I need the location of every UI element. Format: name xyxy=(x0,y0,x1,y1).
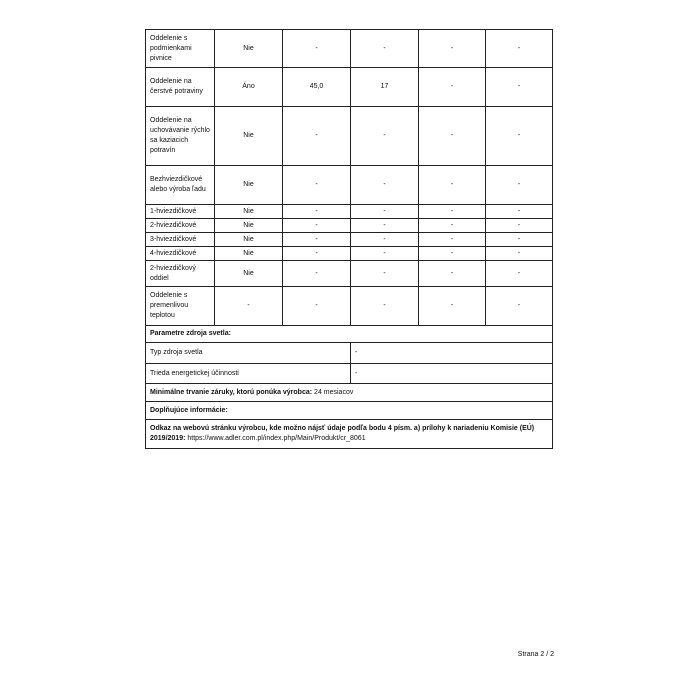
table-row xyxy=(146,205,553,219)
compartment-label: Oddelenie na uchovávanie rýchlo sa kaziacich potravín xyxy=(146,107,215,166)
compartment-value: - xyxy=(351,219,419,233)
compartment-value: - xyxy=(486,166,553,205)
compartment-present: Nie xyxy=(215,205,283,219)
table-row xyxy=(146,287,553,326)
compartment-present: Nie xyxy=(215,261,283,287)
light-type-value: - xyxy=(351,343,553,364)
compartment-present: Nie xyxy=(215,107,283,166)
page-number: Strana 2 / 2 xyxy=(517,651,554,658)
table-row xyxy=(146,261,553,287)
additional-info-row xyxy=(146,402,553,420)
compartment-label: 2-hviezdičkový oddiel xyxy=(146,261,215,287)
compartment-value: - xyxy=(419,287,486,326)
compartment-value: - xyxy=(283,247,351,261)
compartment-value: - xyxy=(283,205,351,219)
compartment-value: - xyxy=(351,287,419,326)
table-row xyxy=(146,233,553,247)
table-row xyxy=(146,107,553,166)
compartment-value: - xyxy=(486,247,553,261)
compartment-present: Nie xyxy=(215,247,283,261)
energy-class-label: Trieda energetickej účinnosti xyxy=(146,364,351,384)
compartment-label: Bezhviezdičkové alebo výroba ľadu xyxy=(146,166,215,205)
compartment-value: - xyxy=(419,30,486,68)
additional-info-label: Doplňujúce informácie: xyxy=(146,402,553,420)
manufacturer-link-label: Odkaz na webovú stránku výrobcu, kde možno nájsť údaje podľa bodu 4 písm. a) prílohy k nariadeniu Komisie (EÚ) 2019/2019: xyxy=(150,425,535,442)
compartment-value: - xyxy=(419,68,486,107)
compartment-present: Áno xyxy=(215,68,283,107)
compartment-value: - xyxy=(351,233,419,247)
compartment-value: - xyxy=(351,247,419,261)
compartments-table xyxy=(145,29,553,449)
compartment-value: - xyxy=(419,107,486,166)
compartment-value: - xyxy=(351,166,419,205)
compartment-value: - xyxy=(283,287,351,326)
compartment-value: - xyxy=(486,261,553,287)
compartment-value: - xyxy=(283,233,351,247)
compartment-present: - xyxy=(215,287,283,326)
compartment-present: Nie xyxy=(215,219,283,233)
table-row xyxy=(146,68,553,107)
compartment-value: 17 xyxy=(351,68,419,107)
compartment-value: - xyxy=(283,30,351,68)
compartment-present: Nie xyxy=(215,233,283,247)
compartment-value: - xyxy=(283,166,351,205)
compartment-value: - xyxy=(419,219,486,233)
energy-class-row xyxy=(146,364,553,384)
manufacturer-link-url[interactable]: https://www.adler.com.pl/index.php/Main/Produkt/cr_8061 xyxy=(187,435,366,442)
compartment-label: 3-hviezdičkové xyxy=(146,233,215,247)
table-row xyxy=(146,30,553,68)
compartment-value: 45,0 xyxy=(283,68,351,107)
compartment-value: - xyxy=(419,261,486,287)
compartment-value: - xyxy=(486,68,553,107)
light-type-row xyxy=(146,343,553,364)
light-params-heading: Parametre zdroja svetla: xyxy=(146,326,553,343)
compartment-value: - xyxy=(351,261,419,287)
compartment-value: - xyxy=(486,233,553,247)
compartment-label: Oddelenie s premenlivou teplotou xyxy=(146,287,215,326)
compartment-value: - xyxy=(486,287,553,326)
compartment-value: - xyxy=(486,205,553,219)
compartment-label: Oddelenie s podmienkami pivnice xyxy=(146,30,215,68)
light-params-heading-row xyxy=(146,326,553,343)
energy-class-value: - xyxy=(351,364,553,384)
table-row xyxy=(146,247,553,261)
manufacturer-link-row xyxy=(146,420,553,449)
compartment-value: - xyxy=(351,107,419,166)
compartment-value: - xyxy=(283,261,351,287)
warranty-row xyxy=(146,384,553,402)
light-type-label: Typ zdroja svetla xyxy=(146,343,351,364)
compartment-value: - xyxy=(419,166,486,205)
compartment-value: - xyxy=(486,30,553,68)
table-row xyxy=(146,166,553,205)
compartment-value: - xyxy=(419,205,486,219)
manufacturer-link-cell xyxy=(146,420,553,449)
warranty-label: Minimálne trvanie záruky, ktorú ponúka výrobca: xyxy=(150,388,313,396)
compartment-present: Nie xyxy=(215,30,283,68)
compartment-value: - xyxy=(283,107,351,166)
compartment-present: Nie xyxy=(215,166,283,205)
compartment-value: - xyxy=(283,219,351,233)
compartment-label: 4-hviezdičkové xyxy=(146,247,215,261)
compartment-label: 1-hviezdičkové xyxy=(146,205,215,219)
compartment-value: - xyxy=(486,107,553,166)
compartment-label: Oddelenie na čerstvé potraviny xyxy=(146,68,215,107)
compartment-label: 2-hviezdičkové xyxy=(146,219,215,233)
compartment-value: - xyxy=(351,30,419,68)
warranty-value: 24 mesiacov xyxy=(314,388,354,396)
compartment-value: - xyxy=(486,219,553,233)
warranty-cell xyxy=(146,384,553,402)
compartment-value: - xyxy=(419,233,486,247)
compartment-value: - xyxy=(419,247,486,261)
table-row xyxy=(146,219,553,233)
compartment-value: - xyxy=(351,205,419,219)
